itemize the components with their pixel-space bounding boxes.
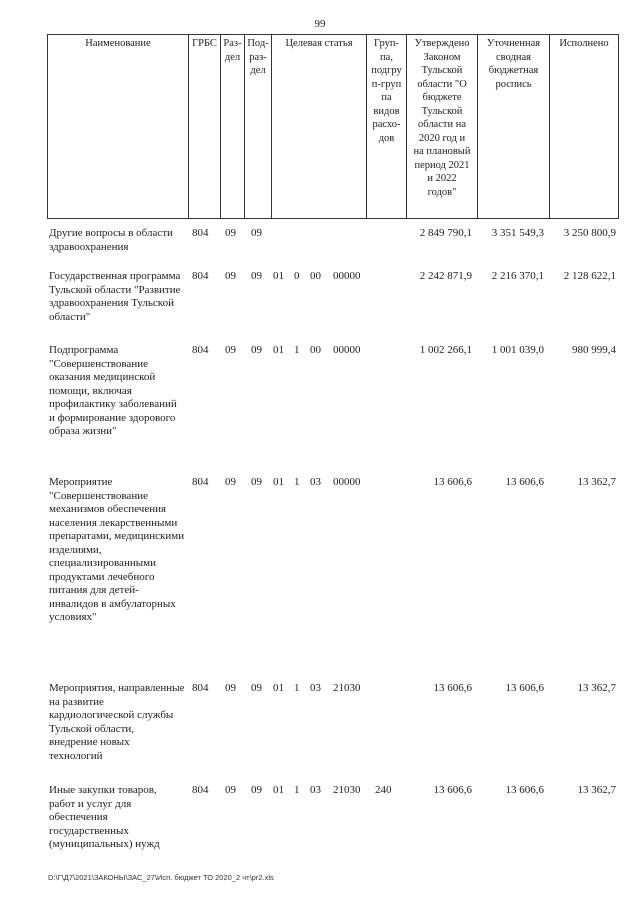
header-grbs: ГРБС bbox=[188, 34, 220, 219]
header-tselevaya: Целевая статья bbox=[271, 34, 366, 219]
header-utverzhdeno: Утверждено Законом Тульской области "О бюджете Тульской области на 2020 год и на плановый период 2021 и 2022 годов" bbox=[406, 34, 477, 219]
row-podrazdel: 09 bbox=[251, 270, 262, 282]
row-name: Подпрограмма "Совершенствование оказания медицинской помощи, включая профилактику заболеваний и формирование здорового образа жизни" bbox=[49, 344, 177, 437]
row-cs-event: 00 bbox=[310, 344, 321, 356]
row-grbs: 804 bbox=[192, 270, 209, 282]
row-name: Иные закупки товаров, работ и услуг для обеспечения государственных (муниципальных) нужд bbox=[49, 784, 160, 850]
row-name: Другие вопросы в области здравоохранения bbox=[49, 227, 173, 253]
row-cs-subprogram: 1 bbox=[294, 344, 300, 356]
row-grbs: 804 bbox=[192, 344, 209, 356]
row-ispolneno: 980 999,4 bbox=[572, 344, 616, 356]
row-cs-direction: 00000 bbox=[333, 270, 361, 282]
row-cs-subprogram: 1 bbox=[294, 476, 300, 488]
row-cs-program: 01 bbox=[273, 682, 284, 694]
row-cs-program: 01 bbox=[273, 270, 284, 282]
row-cs-direction: 00000 bbox=[333, 344, 361, 356]
row-razdel: 09 bbox=[225, 476, 236, 488]
row-grbs: 804 bbox=[192, 227, 209, 239]
header-name: Наименование bbox=[47, 34, 188, 219]
header-podrazdel: Под- раз- дел bbox=[244, 34, 271, 219]
row-podrazdel: 09 bbox=[251, 227, 262, 239]
row-podrazdel: 09 bbox=[251, 784, 262, 796]
row-podrazdel: 09 bbox=[251, 344, 262, 356]
row-ispolneno: 2 128 622,1 bbox=[563, 270, 616, 282]
row-podrazdel: 09 bbox=[251, 682, 262, 694]
row-utochnennaya: 3 351 549,3 bbox=[491, 227, 544, 239]
row-razdel: 09 bbox=[225, 344, 236, 356]
row-utochnennaya: 2 216 370,1 bbox=[491, 270, 544, 282]
row-ispolneno: 13 362,7 bbox=[577, 784, 616, 796]
row-grbs: 804 bbox=[192, 784, 209, 796]
row-cs-direction: 21030 bbox=[333, 784, 361, 796]
row-ispolneno: 13 362,7 bbox=[577, 682, 616, 694]
row-ispolneno: 13 362,7 bbox=[577, 476, 616, 488]
row-grbs: 804 bbox=[192, 476, 209, 488]
row-cs-event: 03 bbox=[310, 784, 321, 796]
row-name: Государственная программа Тульской области "Развитие здравоохранения Тульской области" bbox=[49, 270, 181, 323]
file-path-footer: D:\Г\Д7\2021\ЗАКОНЫ\ЗАС_27\Исп. бюджет ТО 2020_2 чт\pr2.xls bbox=[48, 873, 274, 882]
header-utochnennaya: Уточненная сводная бюджетная роспись bbox=[477, 34, 549, 219]
header-ispolneno: Исполнено bbox=[549, 34, 619, 219]
row-name: Мероприятие "Совершенствование механизмов обеспечения населения лекарственными препаратами, медицинскими изделиями, специализированными продуктами лечебного питания для детей-инвалидов в амбулаторных условиях" bbox=[49, 476, 185, 623]
row-utochnennaya: 1 001 039,0 bbox=[491, 344, 544, 356]
row-cs-subprogram: 1 bbox=[294, 682, 300, 694]
row-cs-event: 03 bbox=[310, 476, 321, 488]
row-cs-subprogram: 0 bbox=[294, 270, 300, 282]
row-grbs: 804 bbox=[192, 682, 209, 694]
row-utverzhdeno: 2 242 871,9 bbox=[419, 270, 472, 282]
row-ispolneno: 3 250 800,9 bbox=[563, 227, 616, 239]
row-cs-direction: 21030 bbox=[333, 682, 361, 694]
row-vid-rashodov: 240 bbox=[375, 784, 392, 796]
row-cs-program: 01 bbox=[273, 784, 284, 796]
row-cs-program: 01 bbox=[273, 344, 284, 356]
row-utverzhdeno: 13 606,6 bbox=[433, 784, 472, 796]
row-cs-program: 01 bbox=[273, 476, 284, 488]
row-utochnennaya: 13 606,6 bbox=[505, 682, 544, 694]
row-utverzhdeno: 1 002 266,1 bbox=[419, 344, 472, 356]
page-number: 99 bbox=[314, 18, 326, 30]
row-razdel: 09 bbox=[225, 682, 236, 694]
header-gruppa: Груп- па, подгру п-груп па видов расхо- дов bbox=[366, 34, 406, 219]
row-cs-direction: 00000 bbox=[333, 476, 361, 488]
row-cs-event: 00 bbox=[310, 270, 321, 282]
row-utverzhdeno: 13 606,6 bbox=[433, 682, 472, 694]
row-razdel: 09 bbox=[225, 227, 236, 239]
row-cs-event: 03 bbox=[310, 682, 321, 694]
row-cs-subprogram: 1 bbox=[294, 784, 300, 796]
row-utverzhdeno: 13 606,6 bbox=[433, 476, 472, 488]
row-name: Мероприятия, направленные на развитие кардиологической службы Тульской области, внедрение новых технологий bbox=[49, 682, 185, 762]
row-utochnennaya: 13 606,6 bbox=[505, 476, 544, 488]
row-razdel: 09 bbox=[225, 270, 236, 282]
row-razdel: 09 bbox=[225, 784, 236, 796]
header-razdel: Раз- дел bbox=[220, 34, 244, 219]
row-utverzhdeno: 2 849 790,1 bbox=[419, 227, 472, 239]
row-podrazdel: 09 bbox=[251, 476, 262, 488]
row-utochnennaya: 13 606,6 bbox=[505, 784, 544, 796]
